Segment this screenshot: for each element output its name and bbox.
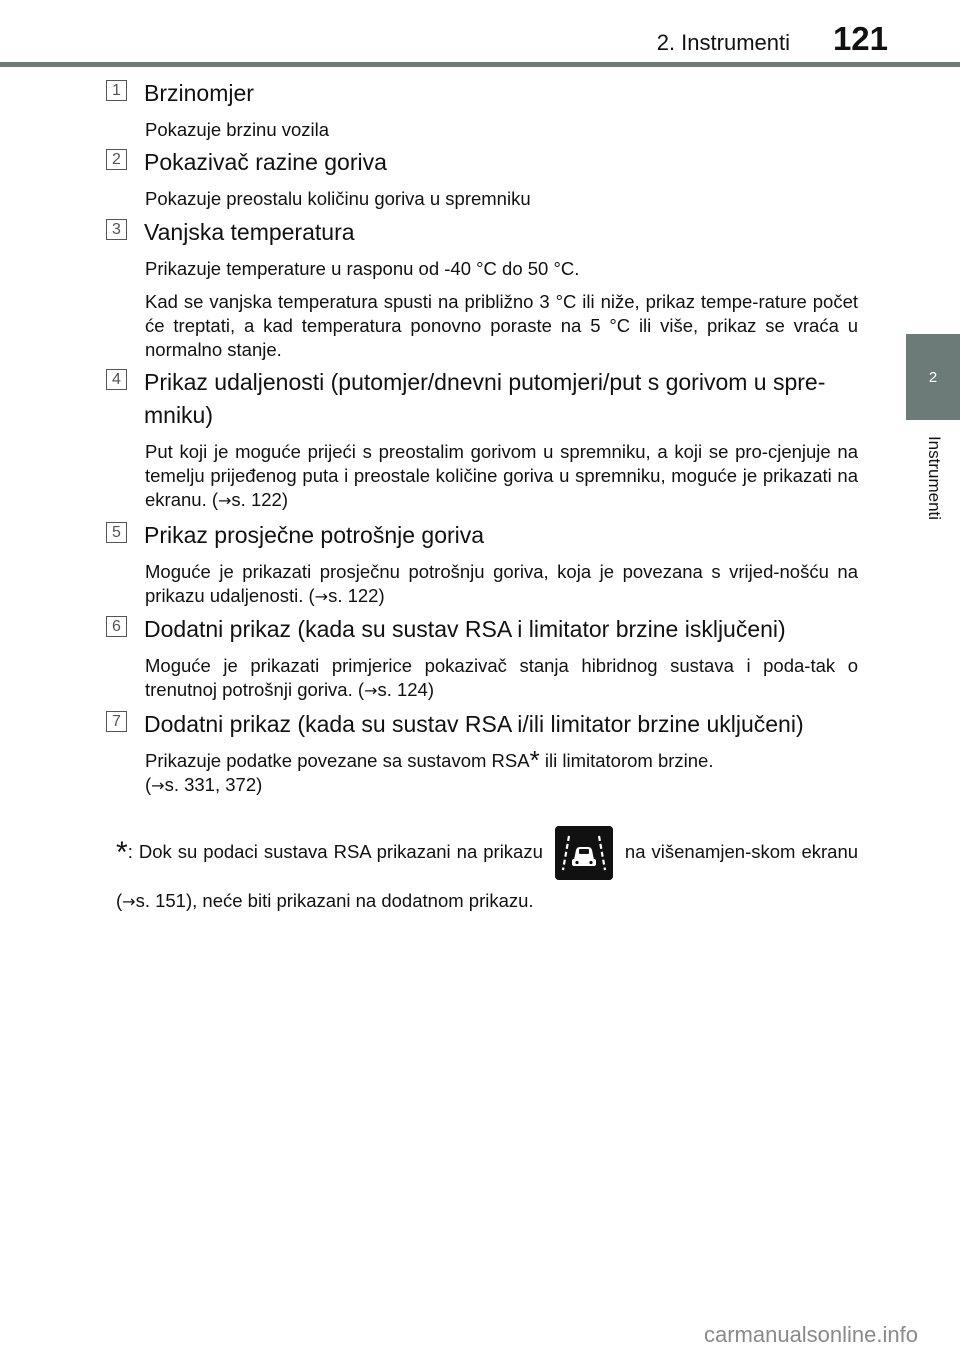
footnote-star: * (529, 745, 540, 775)
item-paragraph (145, 654, 858, 703)
item-outside-temperature (106, 216, 858, 371)
arrow-glyph: → (122, 892, 136, 911)
item-fuel-gauge (106, 146, 858, 220)
header-rule (0, 62, 960, 67)
item-paragraph: Pokazuje preostalu količinu goriva u spremniku (145, 188, 531, 209)
arrow-glyph: → (364, 681, 378, 700)
page-reference[interactable]: s. 124) (377, 679, 434, 700)
item-speedometer (106, 77, 858, 151)
item-description (145, 440, 858, 513)
item-additional-display-off (106, 613, 858, 712)
paragraph-text: Put koji je moguće prijeći s preostalim gorivom u spremniku, a koji se pro-cjenjuje na temelju prijeđenog puta i preostale količine goriva u spremniku, moguće je prikazati na ekranu. ( (145, 441, 858, 510)
item-paragraph (145, 560, 858, 609)
item-marker: 1 (106, 80, 127, 101)
item-average-fuel-consumption (106, 519, 858, 618)
item-title: Brzinomjer (144, 80, 254, 106)
arrow-glyph: → (151, 776, 165, 795)
chapter-tab[interactable] (906, 334, 960, 420)
item-description (145, 560, 858, 609)
paragraph-text: Prikazuje podatke povezane sa sustavom RSA (145, 750, 530, 771)
page-reference[interactable]: s. 122) (328, 585, 385, 606)
chapter-title: 2. Instrumenti (656, 30, 790, 55)
footnote-colon: : (127, 840, 133, 862)
chapter-tab-label (909, 428, 959, 528)
chapter-tab-label-text: Instrumenti (925, 435, 944, 521)
footnote-star: * (116, 835, 128, 869)
page-reference[interactable]: s. 331, 372) (164, 774, 263, 795)
item-title: Prikaz prosječne potrošnje goriva (144, 522, 485, 548)
item-title: Vanjska temperatura (144, 219, 355, 245)
item-description (145, 187, 858, 211)
item-paragraph: Pokazuje brzinu vozila (145, 119, 330, 140)
chapter-tab-number: 2 (928, 368, 938, 386)
page-reference[interactable]: s. 122) (231, 489, 288, 510)
item-additional-display-on (106, 708, 858, 807)
paragraph-text: ili limitatorom brzine. (539, 750, 714, 771)
item-paragraph: Kad se vanjska temperatura spusti na približno 3 °C ili niže, prikaz tempe-rature počet će treptati, a kad temperatura ponovno poraste na 5 °C ili više, prikaz se vraća u normalno stanje. (145, 291, 858, 360)
footnote-text: Dok su podaci sustava RSA prikazani na prikazu (138, 840, 543, 862)
paragraph-text: Moguće je prikazati primjerice pokazivač stanja hibridnog sustava i poda-tak o trenutnoj potrošnji goriva. ( (145, 655, 858, 700)
lane-car-icon (555, 826, 613, 880)
page-reference[interactable]: s. 151), neće biti prikazani na dodatnom prikazu. (135, 890, 534, 911)
watermark: carmanualsonline.info (703, 1322, 918, 1347)
item-title: Dodatni prikaz (kada su sustav RSA i limitator brzine isključeni) (144, 616, 786, 642)
item-title: Dodatni prikaz (kada su sustav RSA i/ili limitator brzine uključeni) (144, 711, 804, 737)
page-number: 121 (832, 20, 888, 57)
item-paragraph (145, 440, 858, 513)
item-description (145, 654, 858, 703)
footnote-text: na višenamjen-skom ekranu ( (116, 840, 859, 911)
footnote (116, 826, 858, 923)
item-marker: 3 (106, 219, 127, 240)
item-description (145, 118, 858, 142)
item-marker: 6 (106, 616, 127, 637)
lane-car-icon-svg (555, 826, 613, 880)
item-paragraph: Prikazuje podatke povezane sa sustavom RSA* ili limitatorom brzine. (→s. 331, 372) (145, 745, 714, 795)
item-marker: 2 (106, 149, 127, 170)
item-marker: 4 (106, 369, 127, 390)
item-description (145, 257, 858, 362)
item-paragraph: Prikazuje temperature u rasponu od -40 °C do 50 °C. (145, 258, 580, 279)
arrow-glyph: → (314, 587, 329, 606)
paragraph-text: Moguće je prikazati prosječnu potrošnju goriva, koja je povezana s vrijed-nošću na prikazu udaljenosti. ( (145, 561, 858, 606)
item-title: Prikaz udaljenosti (putomjer/dnevni putomjeri/put s gorivom u spre-mniku) (144, 369, 826, 428)
item-marker: 5 (106, 522, 127, 543)
arrow-glyph: → (218, 491, 232, 510)
item-title: Pokazivač razine goriva (144, 149, 387, 175)
item-distance-display (106, 366, 858, 522)
item-description (145, 745, 858, 798)
item-marker: 7 (106, 711, 127, 732)
